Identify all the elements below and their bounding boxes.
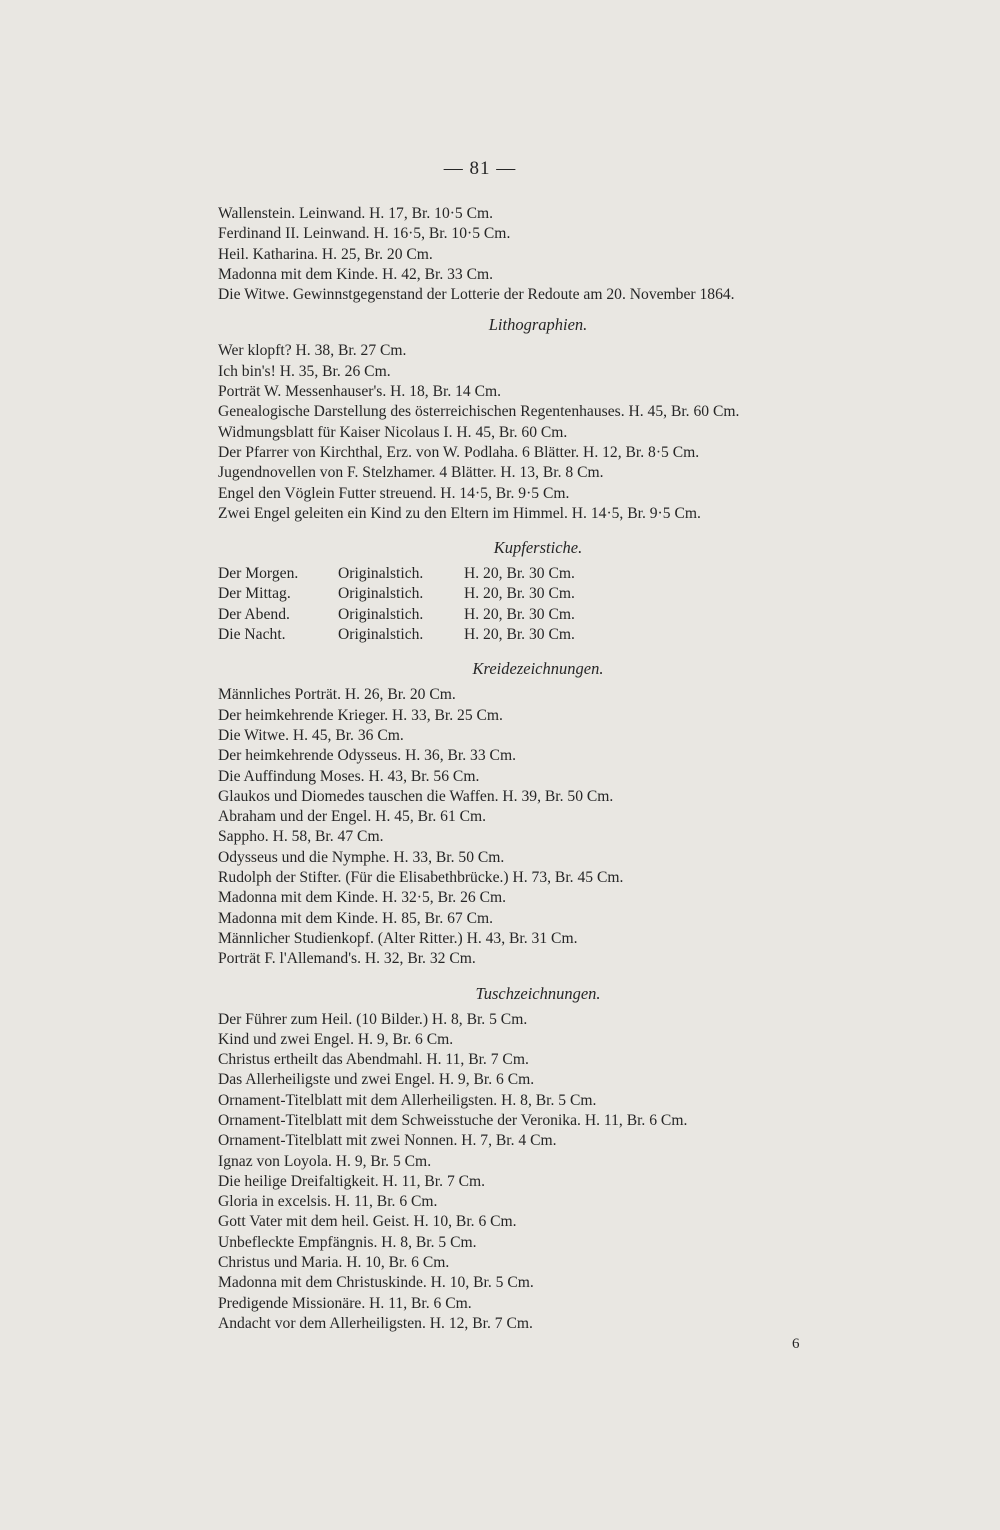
list-item: Kind und zwei Engel. H. 9, Br. 6 Cm. [218, 1030, 454, 1048]
list-item: Zwei Engel geleiten ein Kind zu den Eltern im Himmel. H. 14·5, Br. 9·5 Cm. [218, 504, 701, 522]
list-item: Wer klopft? H. 38, Br. 27 Cm. [218, 342, 407, 360]
list-item: Rudolph der Stifter. (Für die Elisabethbrücke.) H. 73, Br. 45 Cm. [218, 869, 624, 887]
table-row [218, 584, 858, 604]
list-item: Porträt W. Messenhauser's. H. 18, Br. 14 Cm. [218, 383, 502, 401]
list-item: Sappho. H. 58, Br. 47 Cm. [218, 828, 384, 846]
item-title: Der Morgen. [218, 565, 299, 583]
list-item: Das Allerheiligste und zwei Engel. H. 9, Br. 6 Cm. [218, 1071, 535, 1089]
list-item: Die Auffindung Moses. H. 43, Br. 56 Cm. [218, 767, 480, 785]
section-kupferstiche [218, 532, 858, 645]
list-item: Madonna mit dem Kinde. H. 85, Br. 67 Cm. [218, 909, 494, 927]
section-heading: Lithographien. [488, 315, 588, 335]
list-item: Der heimkehrende Krieger. H. 33, Br. 25 Cm. [218, 706, 503, 724]
kupferstiche-table [218, 564, 858, 645]
list-item: Madonna mit dem Kinde. H. 32·5, Br. 26 Cm. [218, 889, 507, 907]
section-heading: Tuschzeichnungen. [475, 983, 601, 1003]
item-technique: Originalstich. [338, 626, 424, 644]
list-item: Männliches Porträt. H. 26, Br. 20 Cm. [218, 686, 456, 704]
list-item: Christus ertheilt das Abendmahl. H. 11, Br. 7 Cm. [218, 1051, 529, 1069]
item-size: H. 20, Br. 30 Cm. [464, 626, 575, 644]
list-item: Männlicher Studienkopf. (Alter Ritter.) H. 43, Br. 31 Cm. [218, 929, 578, 947]
signature-mark: 6 [792, 1336, 800, 1352]
list-item: Andacht vor dem Allerheiligsten. H. 12, Br. 7 Cm. [218, 1314, 533, 1332]
list-item: Ornament-Titelblatt mit zwei Nonnen. H. 7, Br. 4 Cm. [218, 1132, 557, 1150]
list-item: Ornament-Titelblatt mit dem Allerheiligsten. H. 8, Br. 5 Cm. [218, 1091, 597, 1109]
list-item: Gloria in excelsis. H. 11, Br. 6 Cm. [218, 1193, 438, 1211]
list-item: Jugendnovellen von F. Stelzhamer. 4 Blätter. H. 13, Br. 8 Cm. [218, 464, 604, 482]
item-size: H. 20, Br. 30 Cm. [464, 605, 575, 623]
item-title: Der Mittag. [218, 585, 291, 603]
item-technique: Originalstich. [338, 565, 424, 583]
list-item: Madonna mit dem Kinde. H. 42, Br. 33 Cm. [218, 265, 494, 283]
list-item: Widmungsblatt für Kaiser Nicolaus I. H. 45, Br. 60 Cm. [218, 423, 568, 441]
intro-list [218, 204, 858, 305]
list-item: Unbefleckte Empfängnis. H. 8, Br. 5 Cm. [218, 1233, 477, 1251]
list-item: Der Pfarrer von Kirchthal, Erz. von W. Podlaha. 6 Blätter. H. 12, Br. 8·5 Cm. [218, 443, 700, 461]
catalog-content [218, 204, 858, 1334]
table-row [218, 605, 858, 625]
list-item: Ich bin's! H. 35, Br. 26 Cm. [218, 362, 391, 380]
list-item: Ornament-Titelblatt mit dem Schweisstuche der Veronika. H. 11, Br. 6 Cm. [218, 1111, 688, 1129]
section-lithographien [218, 309, 858, 524]
list-item: Ignaz von Loyola. H. 9, Br. 5 Cm. [218, 1152, 432, 1170]
list-item: Odysseus und die Nymphe. H. 33, Br. 50 Cm. [218, 848, 505, 866]
list-item: Heil. Katharina. H. 25, Br. 20 Cm. [218, 245, 433, 263]
list-item: Die Witwe. H. 45, Br. 36 Cm. [218, 726, 404, 744]
list-item: Genealogische Darstellung des österreichischen Regentenhauses. H. 45, Br. 60 Cm. [218, 403, 740, 421]
table-row [218, 625, 858, 645]
section-kreidezeichnungen [218, 653, 858, 969]
list-item: Wallenstein. Leinwand. H. 17, Br. 10·5 Cm. [218, 205, 494, 222]
list-item: Glaukos und Diomedes tauschen die Waffen. H. 39, Br. 50 Cm. [218, 787, 614, 805]
list-item: Die Witwe. Gewinnstgegenstand der Lotterie der Redoute am 20. November 1864. [218, 286, 735, 304]
item-size: H. 20, Br. 30 Cm. [464, 585, 575, 603]
list-item: Der heimkehrende Odysseus. H. 36, Br. 33 Cm. [218, 747, 516, 765]
list-item: Die heilige Dreifaltigkeit. H. 11, Br. 7 Cm. [218, 1172, 486, 1190]
list-item: Gott Vater mit dem heil. Geist. H. 10, Br. 6 Cm. [218, 1213, 517, 1231]
list-item: Christus und Maria. H. 10, Br. 6 Cm. [218, 1254, 450, 1272]
list-item: Ferdinand II. Leinwand. H. 16·5, Br. 10·5 Cm. [218, 225, 511, 243]
list-item: Abraham und der Engel. H. 45, Br. 61 Cm. [218, 808, 487, 826]
list-item: Madonna mit dem Christuskinde. H. 10, Br. 5 Cm. [218, 1274, 534, 1292]
section-heading: Kreidezeichnungen. [472, 659, 604, 679]
item-title: Der Abend. [218, 605, 290, 623]
page-number: — 81 — [443, 158, 517, 179]
item-title: Die Nacht. [218, 626, 286, 644]
list-item: Porträt F. l'Allemand's. H. 32, Br. 32 Cm. [218, 950, 476, 968]
table-row [218, 564, 858, 584]
item-size: H. 20, Br. 30 Cm. [464, 565, 575, 583]
list-item: Predigende Missionäre. H. 11, Br. 6 Cm. [218, 1294, 472, 1312]
item-technique: Originalstich. [338, 585, 424, 603]
list-item: Engel den Vöglein Futter streuend. H. 14·5, Br. 9·5 Cm. [218, 484, 570, 502]
item-technique: Originalstich. [338, 605, 424, 623]
list-item: Der Führer zum Heil. (10 Bilder.) H. 8, Br. 5 Cm. [218, 1010, 528, 1028]
section-tuschzeichnungen [218, 978, 858, 1335]
section-heading: Kupferstiche. [493, 538, 583, 558]
